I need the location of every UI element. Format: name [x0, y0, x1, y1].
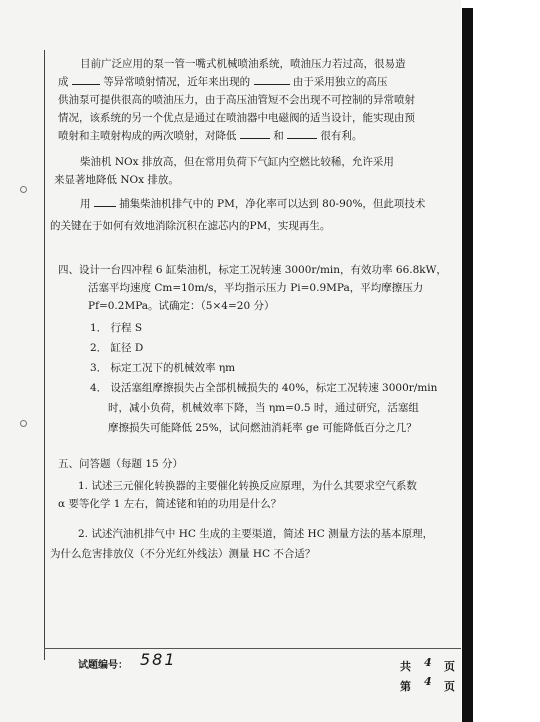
- text-fragment: 喷射和主喷射构成的两次喷射，对降低: [58, 130, 237, 142]
- text-fragment: 由于采用独立的高压: [292, 76, 388, 88]
- fill-blank: [287, 138, 317, 139]
- q4-item-2: [90, 342, 143, 355]
- item-text: 设活塞组摩擦损失占全部机械损失的 40%，标定工况转速 3000r/min: [110, 382, 438, 394]
- q3-para1-line1: 目前广泛应用的泵一管一嘴式机械喷油系统，喷油压力若过高，很易造: [80, 58, 406, 70]
- text-fragment: 等异常喷射情况，近年来出现的: [103, 76, 251, 88]
- q5-q2-line2: 为什么危害排放仪（不分光红外线法）测量 HC 不合适？: [50, 548, 316, 560]
- page-frame-left: [44, 50, 45, 660]
- q3-para1-line3: 供油泵可提供很高的喷油压力，由于高压油管短不会出现不可控制的异常喷射: [58, 94, 415, 106]
- item-text: 行程 S: [110, 322, 143, 334]
- q4-item-1: [90, 322, 142, 335]
- exam-code-label: 试题编号：: [78, 660, 128, 671]
- punch-hole: [20, 420, 27, 427]
- q3-para2-line2: 来显著地降低 NOx 排放。: [54, 174, 179, 186]
- item-number: 4．: [90, 382, 108, 394]
- fill-blank: [94, 206, 116, 207]
- q4-item4-line2: 时，减小负荷，机械效率下降，当 ηm=0.5 时，通过研究，活塞组: [108, 402, 419, 414]
- q3-para3-line1: [80, 198, 425, 211]
- q4-item-3: [90, 362, 235, 375]
- exam-code-number: 581: [140, 650, 177, 669]
- page-current-char: 第: [400, 680, 411, 693]
- q5-heading: 五、问答题（每题 15 分）: [58, 458, 184, 470]
- scan-shadow-bar: [462, 8, 473, 722]
- text-fragment: 用: [80, 198, 91, 210]
- text-fragment: 很有利。: [320, 130, 363, 142]
- page-total-unit: 页: [444, 660, 455, 673]
- q5-q1-line1: 1. 试述三元催化转换器的主要催化转换反应原理，为什么其要求空气系数: [78, 480, 417, 492]
- q4-item4-line3: 摩擦损失可能降低 25%，试问燃油消耗率 ge 可能降低百分之几？: [108, 422, 417, 434]
- page-current-num: 4: [424, 675, 432, 688]
- q3-para3-line2: 的关键在于如何有效地消除沉积在滤芯内的PM，实现再生。: [50, 220, 331, 232]
- q3-para2-line1: [80, 156, 394, 169]
- text-fragment: 捕集柴油机排气中的 PM，净化率可以达到 80-90%，但此项技术: [119, 198, 426, 210]
- q4-line3: Pf=0.2MPa。试确定：（5×4=20 分）: [88, 300, 275, 312]
- punch-hole: [20, 186, 27, 193]
- text-fragment: 柴油机 NOx 排放高，但在常用负荷下气缸内空燃比较稀，允许采用: [80, 156, 394, 168]
- q3-para1-line5: [58, 130, 362, 143]
- text-fragment: 成: [58, 76, 69, 88]
- fill-blank: [254, 84, 290, 85]
- q3-para1-line4: 情况，该系统的另一个优点是通过在喷油器中电磁阀的适当设计，能实现由预: [58, 112, 415, 124]
- item-text: 标定工况下的机械效率 ηm: [110, 362, 236, 374]
- fill-blank: [240, 138, 270, 139]
- q4-line2: 活塞平均速度 Cm=10m/s，平均指示压力 Pi=0.9MPa，平均摩擦压力: [88, 282, 424, 294]
- item-number: 3．: [90, 362, 108, 374]
- item-number: 2．: [90, 342, 108, 354]
- q5-q1-line2: α 要等化学 1 左右，简述铑和铂的功用是什么？: [58, 498, 282, 510]
- item-text: 缸径 D: [110, 342, 144, 354]
- page-total-num: 4: [424, 656, 432, 669]
- text-fragment: 和: [273, 130, 284, 142]
- q4-item-4: [90, 382, 437, 395]
- q4-heading: 四、设计一台四冲程 6 缸柴油机，标定工况转速 3000r/min，有效功率 66.8kW，: [58, 264, 447, 276]
- q3-para1-line2: [58, 76, 387, 89]
- q5-q2-line1: 2. 试述汽油机排气中 HC 生成的主要渠道，简述 HC 测量方法的基本原理，: [78, 528, 434, 540]
- item-number: 1．: [90, 322, 108, 334]
- page-total-char: 共: [400, 660, 411, 673]
- fill-blank: [72, 84, 100, 85]
- page-current-unit: 页: [444, 680, 455, 693]
